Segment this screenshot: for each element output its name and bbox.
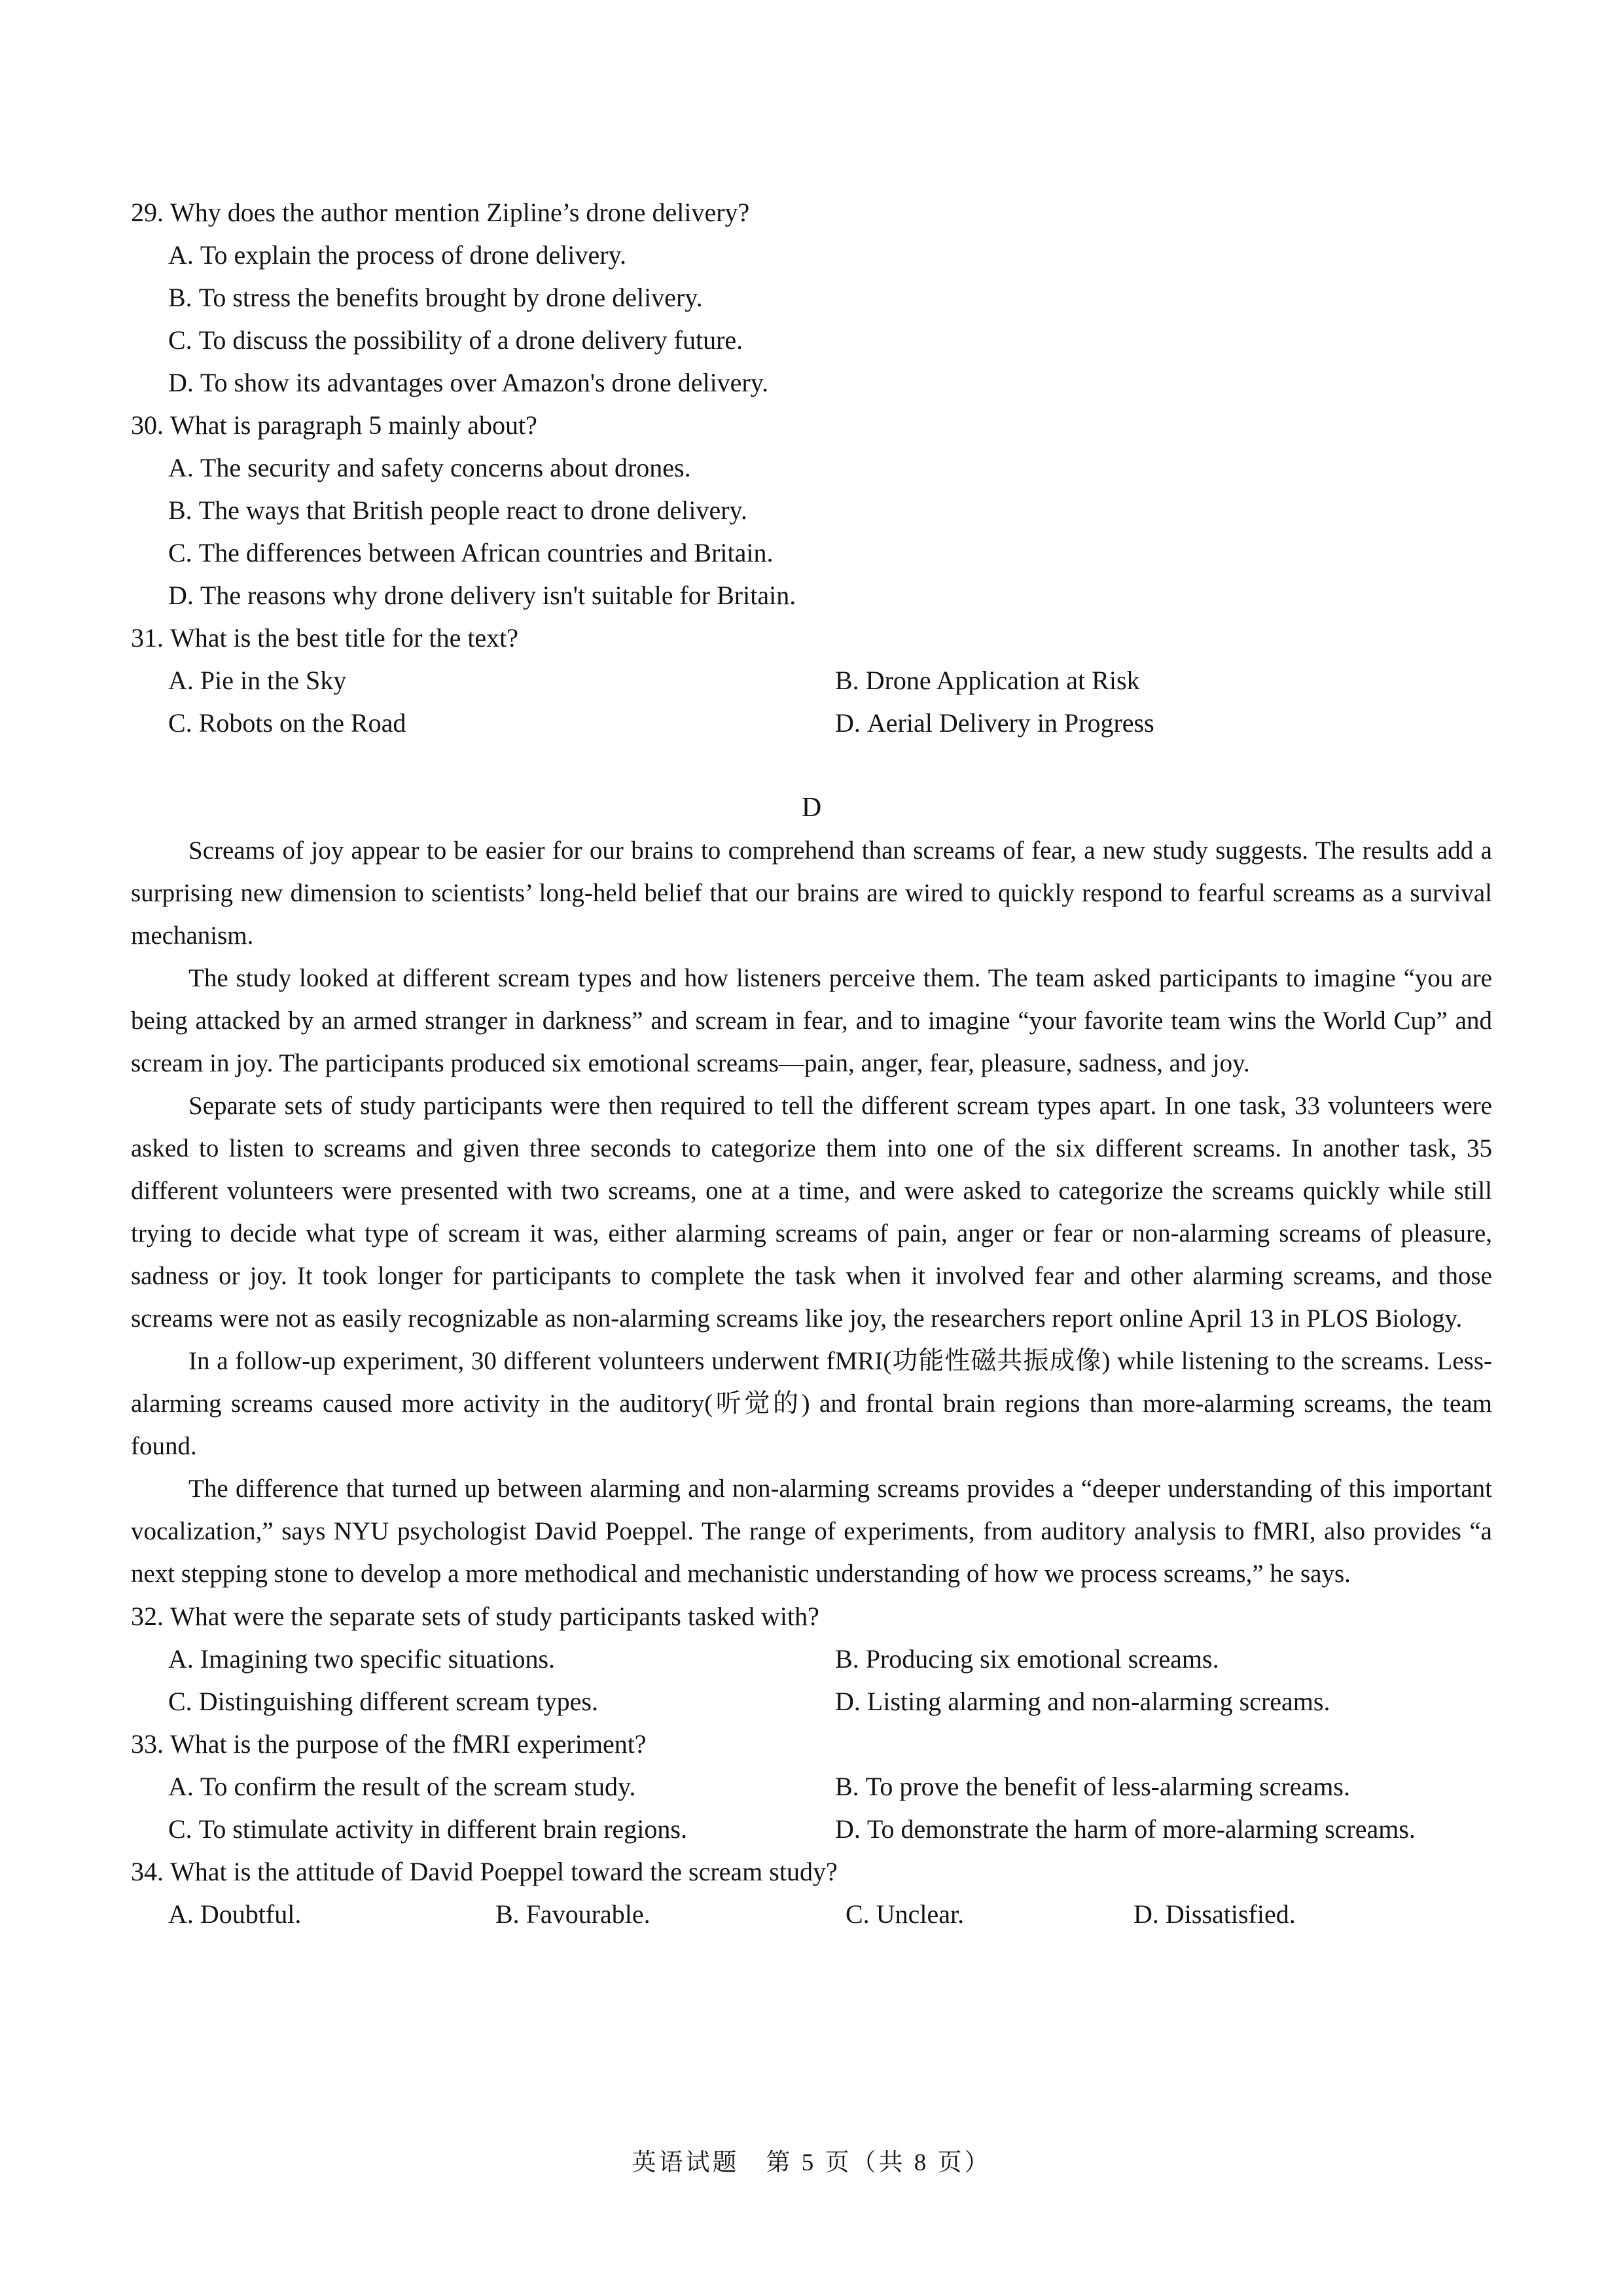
option-text: To explain the process of drone delivery. xyxy=(200,240,626,270)
option-line xyxy=(131,574,1492,617)
option-text: Producing six emotional screams. xyxy=(865,1644,1219,1674)
option-label: D. xyxy=(835,1687,861,1716)
option-label: C. xyxy=(168,325,192,355)
option-text: To prove the benefit of less-alarming screams. xyxy=(865,1772,1350,1801)
option-row xyxy=(131,1893,1492,1935)
option xyxy=(835,1765,1492,1808)
option-label: B. xyxy=(495,1899,520,1929)
question-line xyxy=(131,1850,1492,1893)
question-text: What is paragraph 5 mainly about? xyxy=(170,410,537,440)
option-text: Distinguishing different scream types. xyxy=(198,1687,598,1716)
question-number: 32. xyxy=(131,1602,164,1631)
option-text: Pie in the Sky xyxy=(200,666,347,695)
passage-paragraph: Separate sets of study participants were then required to tell the different scream types apart. In one task, 33 volunteers were asked to listen to screams and given three seconds to categorize them into one of the six different screams. In another task, 35 different volunteers were presented with two screams, one at a time, and were asked to categorize the screams quickly while still trying to decide what type of scream it was, either alarming screams of pain, anger or fear or non-alarming screams of pleasure, sadness or joy. It took longer for participants to complete the task when it involved fear and other alarming screams, and those screams were not as easily recognizable as non-alarming screams like joy, the researchers report online April 13 in PLOS Biology. xyxy=(131,1092,1492,1333)
option xyxy=(835,702,1492,744)
question-block-31 xyxy=(131,617,1492,744)
option-label: A. xyxy=(168,1899,194,1929)
question-block-29 xyxy=(131,191,1492,404)
question-block-34 xyxy=(131,1850,1492,1935)
question-line xyxy=(131,404,1492,446)
option-text: Drone Application at Risk xyxy=(865,666,1140,695)
option-text: The security and safety concerns about drones. xyxy=(200,453,691,482)
option-text: To discuss the possibility of a drone delivery future. xyxy=(198,325,743,355)
option xyxy=(168,702,835,744)
option-text: Aerial Delivery in Progress xyxy=(866,708,1154,738)
question-line xyxy=(131,617,1492,659)
option-text: To stress the benefits brought by drone delivery. xyxy=(198,283,703,312)
question-line xyxy=(131,191,1492,234)
option-text: Listing alarming and non-alarming screams. xyxy=(866,1687,1330,1716)
option-label: B. xyxy=(835,1772,859,1801)
option-line xyxy=(131,234,1492,276)
question-text: What were the separate sets of study participants tasked with? xyxy=(170,1602,819,1631)
option-label: A. xyxy=(168,240,194,270)
option xyxy=(835,1808,1492,1850)
passage-paragraph: The study looked at different scream types and how listeners perceive them. The team asked participants to imagine “you are being attacked by an armed stranger in darkness” and scream in fear, and to imagine “your favorite team wins the World Cup” and scream in joy. The participants produced six emotional screams—pain, anger, fear, pleasure, sadness, and joy. xyxy=(131,964,1492,1077)
option xyxy=(835,1638,1492,1680)
option-label: C. xyxy=(168,538,192,567)
option-label: A. xyxy=(168,1644,194,1674)
option-label: D. xyxy=(835,1814,861,1844)
option xyxy=(168,1638,835,1680)
question-block-32 xyxy=(131,1595,1492,1723)
option-row xyxy=(131,1680,1492,1723)
option xyxy=(835,659,1492,702)
option-row xyxy=(131,1638,1492,1680)
passage-section-label: D xyxy=(801,793,822,823)
option-text: Dissatisfied. xyxy=(1165,1899,1296,1929)
page-footer: 英语试题 第 5 页（共 8 页） xyxy=(632,2149,991,2176)
option-line xyxy=(131,531,1492,574)
option-label: C. xyxy=(168,1687,192,1716)
option-label: A. xyxy=(168,666,194,695)
option-text: The ways that British people react to drone delivery. xyxy=(198,495,747,525)
question-line xyxy=(131,1723,1492,1765)
question-text: Why does the author mention Zipline’s drone delivery? xyxy=(170,198,750,227)
question-number: 30. xyxy=(131,410,164,440)
option xyxy=(168,1680,835,1723)
exam-content xyxy=(131,191,1492,1935)
question-text: What is the attitude of David Poeppel toward the scream study? xyxy=(170,1857,838,1886)
option xyxy=(168,659,835,702)
option-label: A. xyxy=(168,1772,194,1801)
option-text: To stimulate activity in different brain regions. xyxy=(198,1814,687,1844)
option-text: The reasons why drone delivery isn't suitable for Britain. xyxy=(200,581,796,610)
question-number: 34. xyxy=(131,1857,164,1886)
option-label: C. xyxy=(168,1814,192,1844)
option-text: Unclear. xyxy=(876,1899,965,1929)
option-label: C. xyxy=(168,708,192,738)
option-line xyxy=(131,276,1492,319)
passage-paragraph: Screams of joy appear to be easier for our brains to comprehend than screams of fear, a new study suggests. The results add a surprising new dimension to scientists’ long-held belief that our brains are wired to quickly respond to fearful screams as a survival mechanism. xyxy=(131,836,1492,950)
option-label: B. xyxy=(168,495,192,525)
passage-paragraph: In a follow-up experiment, 30 different volunteers underwent fMRI(功能性磁共振成像) while listening to the screams. Less-alarming screams caused more activity in the auditory(听觉的) and frontal brain regions than more-alarming screams, the team found. xyxy=(131,1347,1492,1460)
option-label: D. xyxy=(835,708,861,738)
option-row xyxy=(131,659,1492,702)
option xyxy=(168,1893,495,1935)
option-label: B. xyxy=(835,666,859,695)
question-number: 33. xyxy=(131,1729,164,1759)
question-block-30 xyxy=(131,404,1492,617)
option-label: D. xyxy=(168,368,194,397)
option-line xyxy=(131,361,1492,404)
option xyxy=(835,1680,1492,1723)
option-row xyxy=(131,1808,1492,1850)
option xyxy=(168,1765,835,1808)
option-line xyxy=(131,319,1492,361)
option-label: C. xyxy=(846,1899,870,1929)
option-text: To show its advantages over Amazon's drone delivery. xyxy=(200,368,769,397)
option xyxy=(1133,1893,1492,1935)
question-text: What is the best title for the text? xyxy=(170,623,519,653)
option-text: Favourable. xyxy=(526,1899,651,1929)
option-text: Imagining two specific situations. xyxy=(200,1644,556,1674)
option xyxy=(846,1893,1133,1935)
option-row xyxy=(131,702,1492,744)
question-number: 31. xyxy=(131,623,164,653)
question-text: What is the purpose of the fMRI experiment? xyxy=(170,1729,647,1759)
option-line xyxy=(131,446,1492,489)
question-line xyxy=(131,1595,1492,1638)
question-block-33 xyxy=(131,1723,1492,1850)
option-label: B. xyxy=(168,283,192,312)
option xyxy=(495,1893,846,1935)
option-text: The differences between African countries and Britain. xyxy=(198,538,774,567)
option-label: D. xyxy=(1133,1899,1159,1929)
option-text: Robots on the Road xyxy=(198,708,406,738)
option-row xyxy=(131,1765,1492,1808)
option-label: B. xyxy=(835,1644,859,1674)
option-text: To confirm the result of the scream study. xyxy=(200,1772,636,1801)
option xyxy=(168,1808,835,1850)
option-text: Doubtful. xyxy=(200,1899,302,1929)
option-line xyxy=(131,489,1492,531)
option-label: D. xyxy=(168,581,194,610)
option-label: A. xyxy=(168,453,194,482)
question-number: 29. xyxy=(131,198,164,227)
option-text: To demonstrate the harm of more-alarming screams. xyxy=(866,1814,1416,1844)
passage-paragraph: The difference that turned up between alarming and non-alarming screams provides a “deeper understanding of this important vocalization,” says NYU psychologist David Poeppel. The range of experiments, from auditory analysis to fMRI, also provides “a next stepping stone to develop a more methodical and mechanistic understanding of how we process screams,” he says. xyxy=(131,1475,1492,1588)
